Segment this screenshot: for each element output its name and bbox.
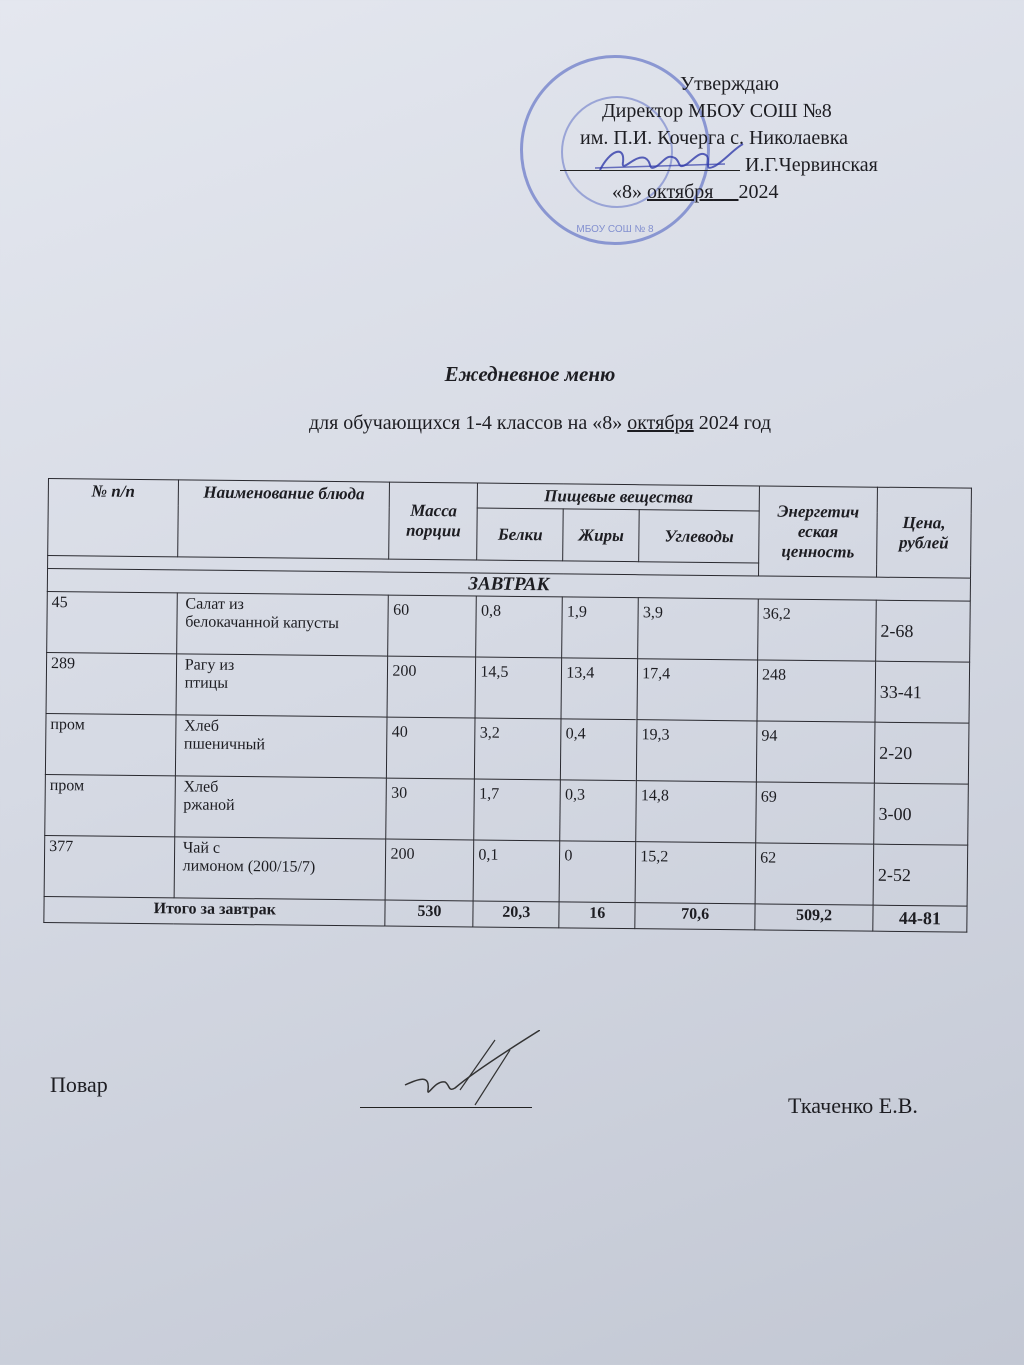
header-num: № п/п — [48, 479, 179, 557]
date-year: 2024 — [738, 181, 779, 203]
cell-carbs: 15,2 — [635, 842, 756, 904]
total-price: 44-81 — [873, 905, 967, 932]
cell-mass: 200 — [387, 656, 476, 718]
approval-position: Директор МБОУ СОШ №8 — [602, 100, 832, 122]
menu-table — [43, 478, 972, 933]
cell-mass: 30 — [386, 778, 475, 840]
dish-name-line2: ржаной — [183, 796, 235, 814]
cell-name — [175, 715, 387, 778]
section-breakfast: ЗАВТРАК — [47, 569, 970, 602]
total-protein: 20,3 — [473, 901, 559, 928]
cell-num: 45 — [47, 591, 177, 653]
table-row — [47, 591, 971, 662]
dish-name-line1: Рагу из — [184, 656, 235, 674]
cell-num: 377 — [44, 835, 174, 897]
cell-carbs: 3,9 — [638, 598, 759, 660]
dish-name-line2: пшеничный — [183, 735, 266, 754]
total-energy: 509,2 — [755, 904, 873, 931]
cook-label: Повар — [50, 1072, 108, 1097]
cook-name: Ткаченко Е.В. — [788, 1093, 918, 1118]
cell-fat: 0 — [559, 841, 636, 903]
approval-date — [612, 180, 779, 204]
stamp-text: МБОУ СОШ № 8 — [576, 224, 654, 235]
cell-price: 2-68 — [876, 600, 971, 662]
header-mass: Масса порции — [389, 482, 478, 560]
cell-mass: 40 — [387, 717, 476, 779]
cell-name — [174, 837, 386, 900]
cell-fat: 0,4 — [561, 719, 638, 781]
cook-signature — [400, 1030, 540, 1110]
approval-school: им. П.И. Кочерга с. Николаевка — [580, 127, 849, 149]
cell-carbs: 17,4 — [637, 659, 758, 721]
cell-price: 2-52 — [873, 844, 968, 906]
cell-price: 3-00 — [874, 783, 969, 845]
cell-price: 2-20 — [874, 722, 969, 784]
cell-protein: 3,2 — [475, 718, 562, 780]
dish-name-line2: лимоном (200/15/7) — [182, 857, 316, 876]
cell-num: пром — [45, 774, 175, 836]
header-nutrients: Пищевые вещества — [478, 483, 760, 511]
cell-energy: 36,2 — [758, 599, 877, 661]
cell-energy: 94 — [756, 721, 875, 783]
cell-name — [176, 654, 388, 717]
cell-price: 33-41 — [875, 661, 970, 723]
dish-name-line2: птицы — [184, 674, 229, 692]
header-name: Наименование блюда — [177, 480, 390, 559]
dish-name-line1: Салат из — [185, 595, 244, 614]
approval-signer: И.Г.Червинская — [745, 154, 878, 176]
total-carbs: 70,6 — [635, 903, 755, 930]
cell-fat: 13,4 — [561, 658, 638, 720]
table-row — [44, 835, 968, 906]
date-day: «8» — [612, 181, 642, 203]
cell-energy: 69 — [756, 782, 875, 844]
dish-name-line1: Чай с — [182, 839, 221, 857]
cell-protein: 1,7 — [474, 779, 561, 841]
cell-name — [176, 593, 388, 656]
approval-title: Утверждаю — [680, 73, 779, 95]
cell-fat: 0,3 — [560, 780, 637, 842]
cell-mass: 200 — [386, 839, 475, 901]
document-title: Ежедневное меню — [444, 362, 616, 386]
header-price: Цена, рублей — [877, 487, 972, 578]
cook-signature-line — [360, 1107, 532, 1108]
cell-num: 289 — [46, 652, 176, 714]
cell-energy: 248 — [757, 660, 876, 722]
date-month: октября — [647, 181, 714, 203]
total-mass: 530 — [385, 900, 473, 927]
subtitle-month: октября — [627, 412, 694, 434]
cell-protein: 0,8 — [476, 596, 563, 658]
header-energy: Энергетич еская ценность — [759, 486, 878, 577]
cell-mass: 60 — [388, 595, 477, 657]
subtitle-prefix: для обучающихся 1-4 классов на «8» — [308, 412, 628, 434]
header-fat: Жиры — [563, 509, 639, 562]
subtitle-suffix: 2024 год — [693, 412, 772, 434]
cell-carbs: 19,3 — [637, 720, 758, 782]
cell-carbs: 14,8 — [636, 781, 757, 843]
cell-energy: 62 — [755, 843, 874, 905]
table-row — [45, 713, 969, 784]
dish-name-line2: белокачанной капусты — [185, 613, 340, 633]
cell-fat: 1,9 — [562, 597, 639, 659]
cell-protein: 14,5 — [475, 657, 562, 719]
cell-num: пром — [45, 713, 175, 775]
cell-name — [174, 776, 386, 839]
document-subtitle — [0, 412, 1024, 435]
header-carbs: Углеводы — [639, 510, 759, 563]
cell-protein: 0,1 — [474, 840, 561, 902]
dish-name-line1: Хлеб — [184, 717, 220, 735]
total-fat: 16 — [559, 902, 635, 929]
total-label: Итого за завтрак — [44, 896, 386, 926]
director-signature — [595, 140, 745, 180]
dish-name-line1: Хлеб — [183, 778, 219, 796]
table-row — [46, 652, 970, 723]
table-row — [45, 774, 969, 845]
header-protein: Белки — [477, 508, 563, 561]
